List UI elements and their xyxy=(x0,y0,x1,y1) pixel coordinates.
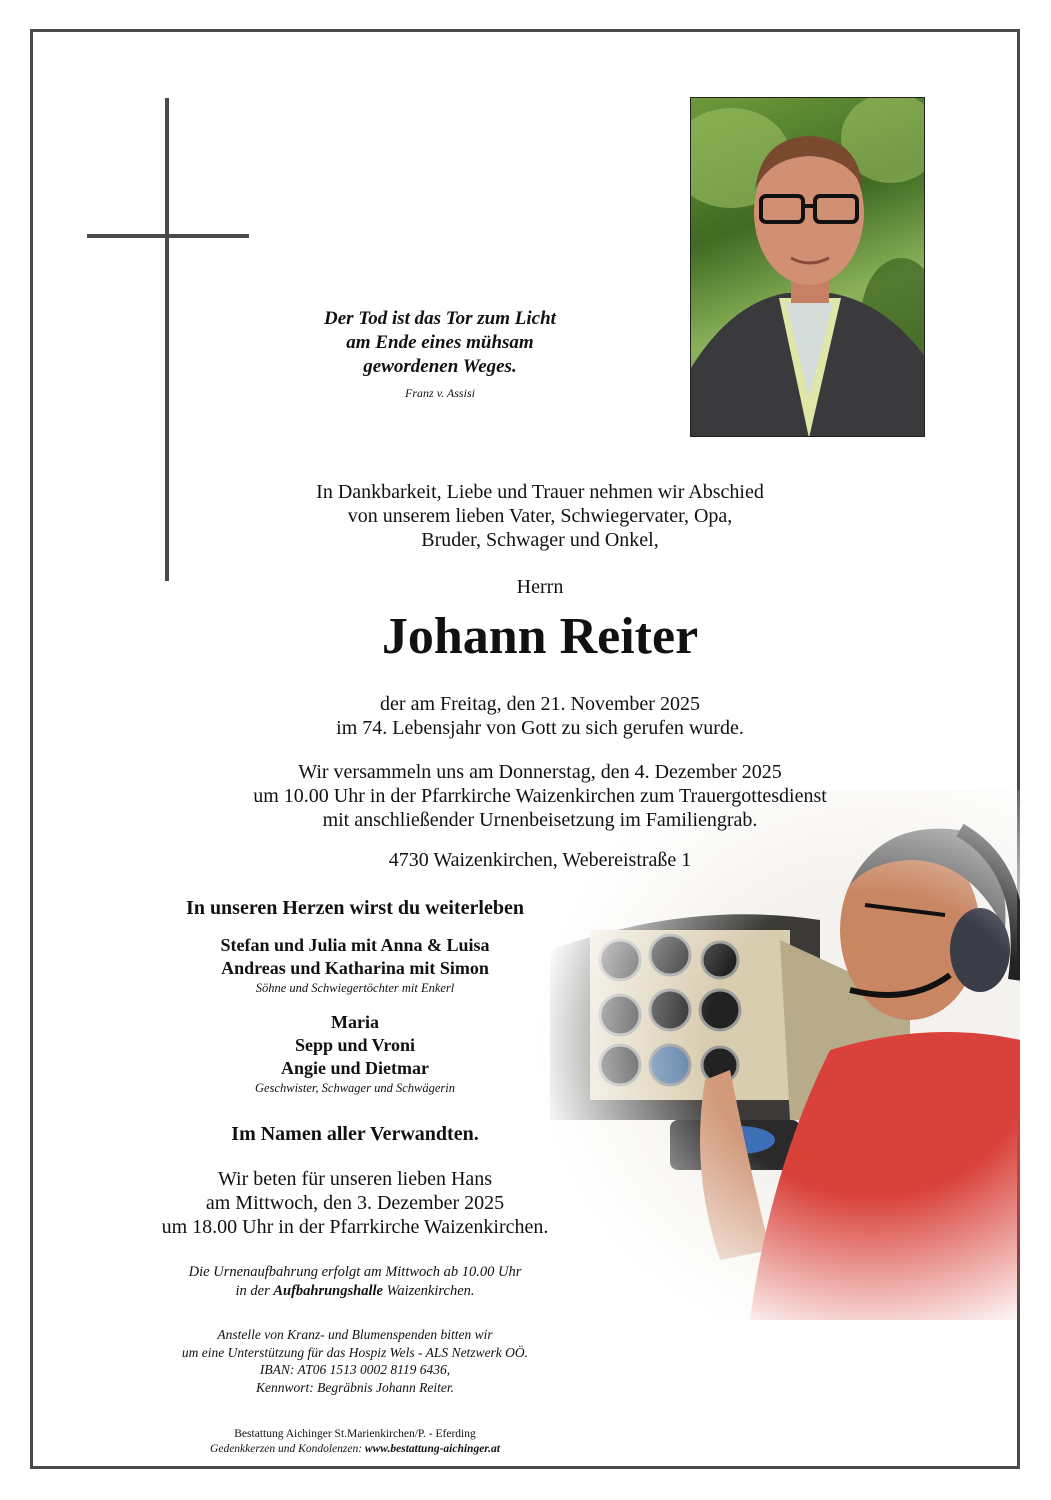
viewing-line: Die Urnenaufbahrung erfolgt am Mittwoch ab 10.00 Uhr xyxy=(188,1264,522,1280)
death-details xyxy=(140,692,940,740)
condolence-line xyxy=(120,1442,590,1457)
service-details xyxy=(140,760,940,832)
mourner-name: Stefan und Julia mit Anna & Luisa xyxy=(220,935,490,955)
service-line: Wir versammeln uns am Donnerstag, den 4. Dezember 2025 xyxy=(298,761,782,783)
mourners-group-siblings xyxy=(120,1011,590,1096)
death-line: der am Freitag, den 21. November 2025 xyxy=(380,693,700,715)
condolence-url-link[interactable]: www.bestattung-aichinger.at xyxy=(364,1443,500,1455)
mourner-name: Maria xyxy=(331,1012,379,1032)
mourner-caption: Söhne und Schwiegertöchter mit Enkerl xyxy=(255,981,455,995)
quote-author: Franz v. Assisi xyxy=(405,386,475,400)
funeral-home: Bestattung Aichinger St.Marienkirchen/P. - Eferding xyxy=(234,1428,476,1440)
mourner-name: Andreas und Katharina mit Simon xyxy=(221,958,489,978)
viewing-hall: Aufbahrungshalle xyxy=(273,1283,383,1299)
salutation: Herrn xyxy=(516,576,564,598)
memorial-quote xyxy=(270,307,610,379)
intro-text xyxy=(140,480,940,552)
mourners-heading: In unseren Herzen wirst du weiterleben xyxy=(186,897,524,919)
relatives-closing: Im Namen aller Verwandten. xyxy=(231,1123,479,1145)
donation-line: IBAN: AT06 1513 0002 8119 6436, xyxy=(259,1362,451,1377)
viewing-line xyxy=(120,1282,590,1301)
condolence-label: Gedenkkerzen und Kondolenzen: xyxy=(210,1443,363,1455)
death-line: im 74. Lebensjahr von Gott zu sich gerufen wurde. xyxy=(336,717,744,739)
intro-line: von unserem lieben Vater, Schwiegervater, Opa, xyxy=(347,505,733,527)
deceased-name: Johann Reiter xyxy=(381,608,699,665)
address: 4730 Waizenkirchen, Webereistraße 1 xyxy=(388,849,692,871)
quote-line: Der Tod ist das Tor zum Licht xyxy=(324,308,556,329)
prayer-line: um 18.00 Uhr in der Pfarrkirche Waizenkirchen. xyxy=(161,1216,549,1238)
viewing-notice xyxy=(120,1263,590,1301)
mourner-name: Angie und Dietmar xyxy=(281,1058,429,1078)
cross-horizontal-bar xyxy=(87,234,249,238)
donation-notice xyxy=(120,1326,590,1396)
prayer-details xyxy=(120,1167,590,1239)
donation-line: Anstelle von Kranz- und Blumenspenden bitten wir xyxy=(217,1327,493,1342)
viewing-text: in der xyxy=(235,1283,270,1299)
donation-line: um eine Unterstützung für das Hospiz Wels - ALS Netzwerk OÖ. xyxy=(181,1344,529,1360)
service-line: um 10.00 Uhr in der Pfarrkirche Waizenkirchen zum Trauergottesdienst xyxy=(253,785,827,807)
portrait-photo xyxy=(690,97,925,437)
footer xyxy=(120,1427,590,1457)
mourners-group-children xyxy=(120,934,590,996)
quote-line: gewordenen Weges. xyxy=(363,356,517,377)
service-line: mit anschließender Urnenbeisetzung im Familiengrab. xyxy=(322,809,758,831)
donation-line: Kennwort: Begräbnis Johann Reiter. xyxy=(256,1379,454,1395)
quote-line: am Ende eines mühsam xyxy=(346,332,534,353)
viewing-text: Waizenkirchen. xyxy=(386,1283,475,1299)
mourner-caption: Geschwister, Schwager und Schwägerin xyxy=(255,1081,455,1095)
intro-line: In Dankbarkeit, Liebe und Trauer nehmen wir Abschied xyxy=(316,481,764,503)
prayer-line: am Mittwoch, den 3. Dezember 2025 xyxy=(205,1192,505,1214)
intro-line: Bruder, Schwager und Onkel, xyxy=(421,529,659,551)
mourner-name: Sepp und Vroni xyxy=(294,1035,416,1055)
prayer-line: Wir beten für unseren lieben Hans xyxy=(217,1168,493,1190)
